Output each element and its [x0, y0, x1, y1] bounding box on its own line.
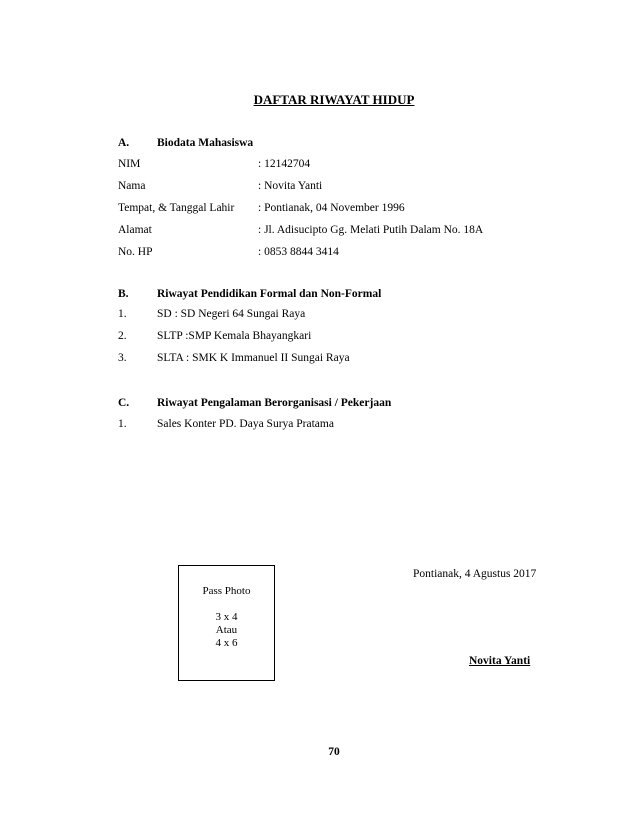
- section-a-title: Biodata Mahasiswa: [157, 137, 254, 149]
- page-number: 70: [328, 746, 340, 758]
- section-b-title: Riwayat Pendidikan Formal dan Non-Formal: [157, 288, 382, 300]
- education-item-slta: SLTA : SMK K Immanuel II Sungai Raya: [157, 352, 350, 364]
- list-item-number: 3.: [118, 352, 127, 364]
- section-b-letter: B.: [118, 288, 129, 300]
- alamat-label: Alamat: [118, 224, 152, 236]
- document-title: DAFTAR RIWAYAT HIDUP: [253, 92, 415, 107]
- list-item-number: 1.: [118, 308, 127, 320]
- pass-photo-box: [178, 565, 275, 681]
- nama-value: : Novita Yanti: [258, 180, 323, 192]
- photo-or: Atau: [215, 624, 238, 636]
- experience-item: Sales Konter PD. Daya Surya Pratama: [157, 418, 334, 430]
- ttl-value: : Pontianak, 04 November 1996: [258, 202, 405, 214]
- section-c-title: Riwayat Pengalaman Berorganisasi / Pekerjaan: [157, 397, 392, 409]
- education-item-sltp: SLTP :SMP Kemala Bhayangkari: [157, 330, 312, 342]
- place-date: Pontianak, 4 Agustus 2017: [413, 568, 537, 580]
- ttl-label: Tempat, & Tanggal Lahir: [118, 202, 235, 214]
- hp-value: : 0853 8844 3414: [258, 246, 339, 258]
- education-item-sd: SD : SD Negeri 64 Sungai Raya: [157, 308, 306, 320]
- photo-label: Pass Photo: [202, 585, 251, 597]
- hp-label: No. HP: [118, 246, 153, 258]
- section-c-letter: C.: [118, 397, 130, 409]
- photo-size-1: 3 x 4: [215, 611, 238, 623]
- list-item-number: 2.: [118, 330, 127, 342]
- section-a-letter: A.: [118, 137, 130, 149]
- signer-name: Novita Yanti: [469, 655, 531, 667]
- nim-value: : 12142704: [258, 158, 311, 170]
- alamat-value: : Jl. Adisucipto Gg. Melati Putih Dalam No. 18A: [258, 224, 484, 236]
- photo-size-2: 4 x 6: [215, 637, 238, 649]
- list-item-number: 1.: [118, 418, 127, 430]
- nim-label: NIM: [118, 158, 141, 170]
- nama-label: Nama: [118, 180, 146, 192]
